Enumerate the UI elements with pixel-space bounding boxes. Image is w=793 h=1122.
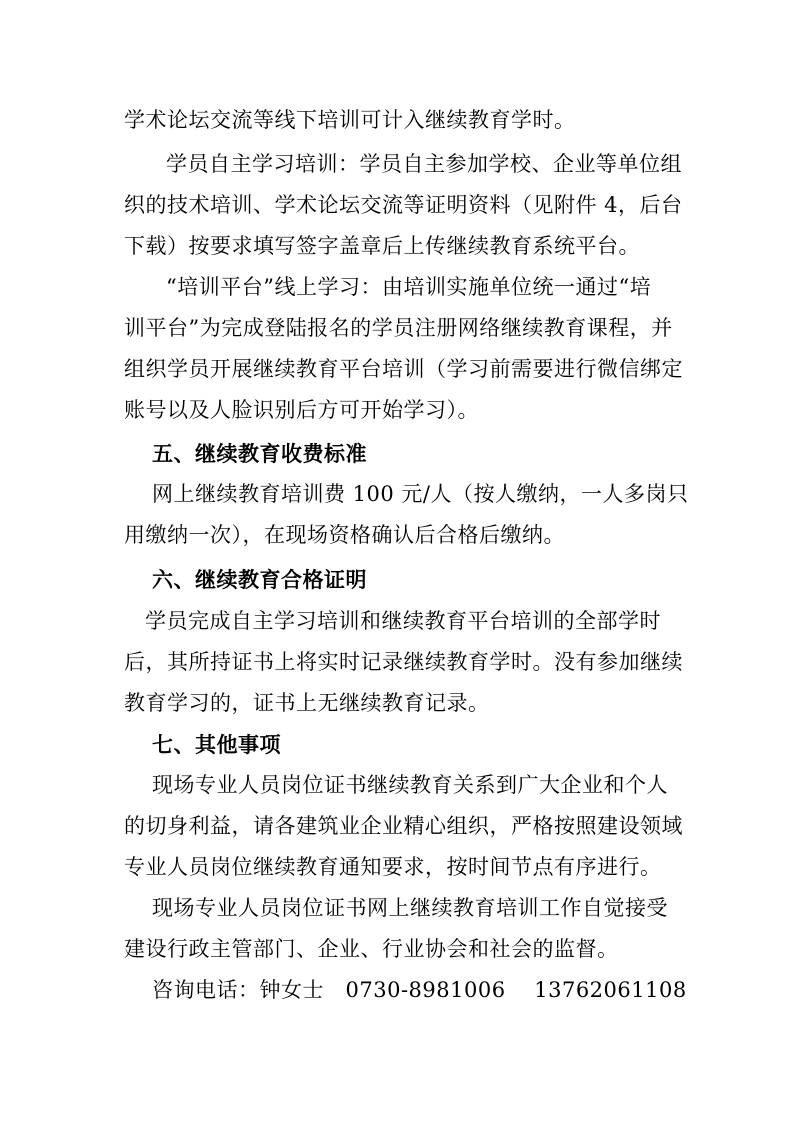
text-line: 现场专业人员岗位证书网上继续教育培训工作自觉接受 <box>152 896 668 920</box>
text-line: 的切身利益，请各建筑业企业精心组织，严格按照建设领域 <box>124 814 683 838</box>
text-line: 用缴纳一次），在现场资格确认后合格后缴纳。 <box>124 523 565 547</box>
section-heading: 七、其他事项 <box>152 732 281 757</box>
text-line: 网上继续教育培训费 100 元/人（按人缴纳，一人多岗只 <box>152 482 689 506</box>
text-line: 建设行政主管部门、企业、行业协会和社会的监督。 <box>124 937 619 961</box>
text-line: 学员完成自主学习培训和继续教育平台培训的全部学时 <box>145 609 661 633</box>
text-line: 后，其所持证书上将实时记录继续教育学时。没有参加继续 <box>124 650 683 674</box>
section-heading: 六、继续教育合格证明 <box>152 567 367 592</box>
text-line: 学员自主学习培训：学员自主参加学校、企业等单位组 <box>166 152 682 176</box>
text-line: 账号以及人脸识别后方可开始学习）。 <box>124 398 479 422</box>
text-line: 专业人员岗位继续教育通知要求，按时间节点有序进行。 <box>124 855 662 879</box>
contact-line: 咨询电话：钟女士 0730-8981006 13762061108 <box>152 978 687 1002</box>
section-heading: 五、继续教育收费标准 <box>152 441 367 466</box>
text-line: 现场专业人员岗位证书继续教育关系到广大企业和个人 <box>152 773 668 797</box>
text-line: 组织学员开展继续教育平台培训（学习前需要进行微信绑定 <box>124 357 683 381</box>
text-line: 织的技术培训、学术论坛交流等证明资料（见附件 4，后台 <box>124 193 683 217</box>
text-line: “培训平台”线上学习：由培训实施单位统一通过“培 <box>166 275 652 299</box>
text-line: 教育学习的，证书上无继续教育记录。 <box>124 691 490 715</box>
text-line: 下载）按要求填写签字盖章后上传继续教育系统平台。 <box>124 234 640 258</box>
text-line: 学术论坛交流等线下培训可计入继续教育学时。 <box>124 108 576 132</box>
text-line: 训平台”为完成登陆报名的学员注册网络继续教育课程，并 <box>124 316 673 340</box>
